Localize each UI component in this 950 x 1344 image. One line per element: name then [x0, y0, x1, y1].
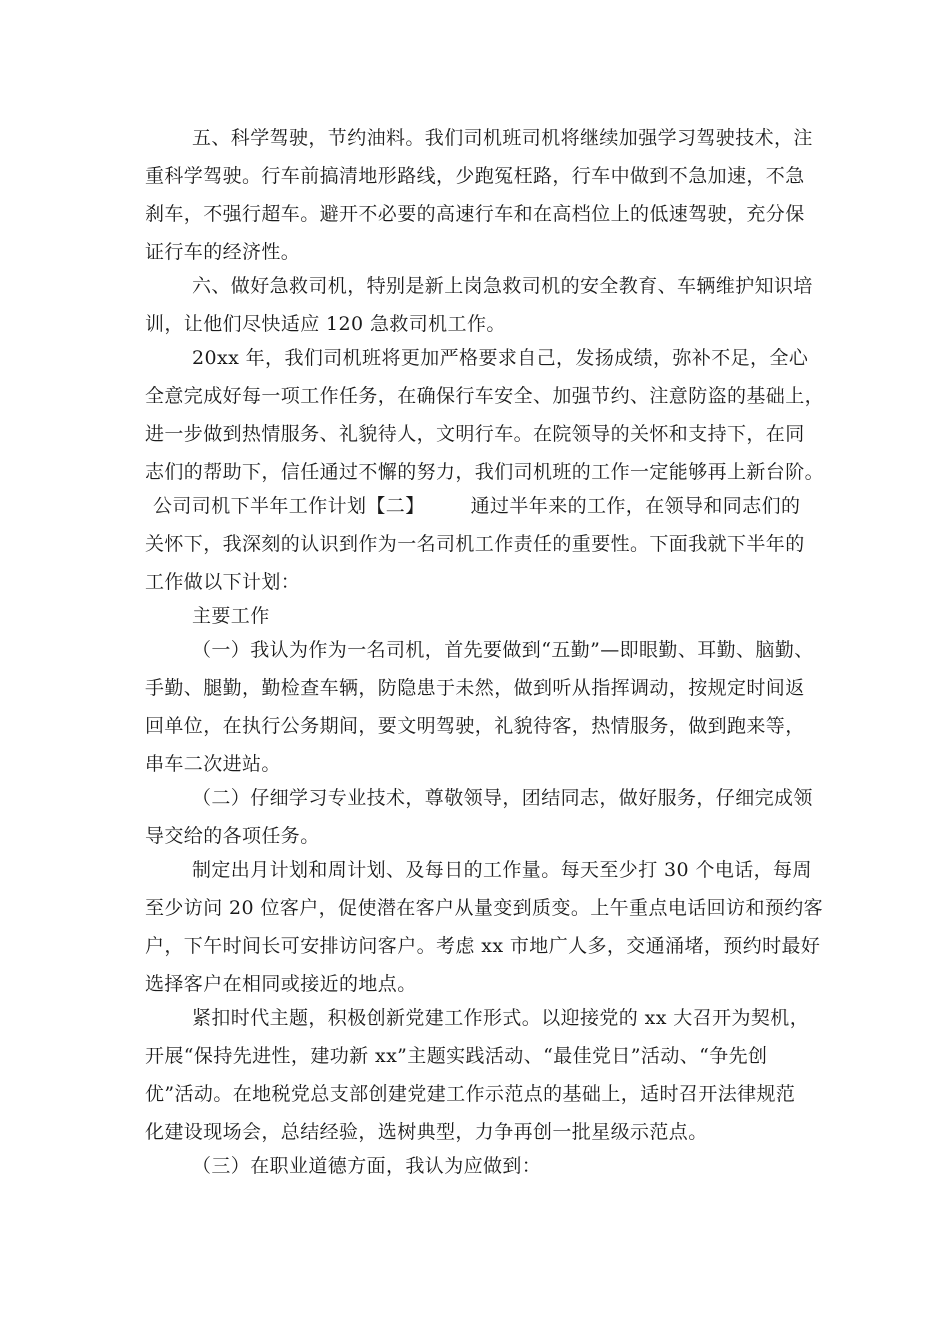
paragraph-line: 重科学驾驶。行车前搞清地形路线，少跑冤枉路，行车中做到不急加速，不急 [145, 165, 805, 187]
paragraph-line: 20xx 年，我们司机班将更加严格要求自己，发扬成绩，弥补不足，全心 [192, 347, 809, 369]
paragraph-line: 六、做好急救司机，特别是新上岗急救司机的安全教育、车辆维护知识培 [192, 275, 813, 297]
paragraph-line: 刹车，不强行超车。避开不必要的高速行车和在高档位上的低速驾驶，充分保 [145, 203, 805, 225]
paragraph-line: 优”活动。在地税党总支部创建党建工作示范点的基础上，适时召开法律规范 [145, 1083, 796, 1105]
paragraph-line: 选择客户在相同或接近的地点。 [145, 973, 417, 995]
paragraph-line: 化建设现场会，总结经验，选树典型，力争再创一批星级示范点。 [145, 1121, 708, 1143]
paragraph-line: （二）仔细学习专业技术，尊敬领导，团结同志，做好服务，仔细完成领 [192, 787, 813, 809]
paragraph-line: 志们的帮助下，信任通过不懈的努力，我们司机班的工作一定能够再上新台阶。 [145, 461, 825, 483]
paragraph-line: 全意完成好每一项工作任务，在确保行车安全、加强节约、注意防盗的基础上， [145, 385, 825, 407]
paragraph-line: 关怀下，我深刻的认识到作为一名司机工作责任的重要性。下面我就下半年的 [145, 533, 805, 555]
paragraph-line: 串车二次进站。 [145, 753, 281, 775]
paragraph-line: 训，让他们尽快适应 120 急救司机工作。 [145, 313, 506, 335]
paragraph-line: 回单位，在执行公务期间，要文明驾驶，礼貌待客，热情服务，做到跑来等， [145, 715, 805, 737]
paragraph-line: 证行车的经济性。 [145, 241, 301, 263]
section-intro: 通过半年来的工作，在领导和同志们的 [470, 495, 801, 517]
paragraph-line: （一）我认为作为一名司机，首先要做到“五勤”—即眼勤、耳勤、脑勤、 [192, 639, 814, 661]
paragraph-line: 五、科学驾驶，节约油料。我们司机班司机将继续加强学习驾驶技术，注 [192, 127, 813, 149]
paragraph-line: 至少访问 20 位客户，促使潜在客户从量变到质变。上午重点电话回访和预约客 [145, 897, 824, 919]
paragraph-line: 进一步做到热情服务、礼貌待人，文明行车。在院领导的关怀和支持下，在同 [145, 423, 805, 445]
section-heading-line [153, 494, 800, 518]
paragraph-line: 紧扣时代主题，积极创新党建工作形式。以迎接党的 xx 大召开为契机， [192, 1007, 810, 1029]
subheading: 主要工作 [192, 605, 270, 627]
paragraph-line: 手勤、腿勤，勤检查车辆，防隐患于未然，做到听从指挥调动，按规定时间返 [145, 677, 805, 699]
section-heading: 公司司机下半年工作计划 [153, 495, 367, 517]
paragraph-line: （三）在职业道德方面，我认为应做到： [192, 1155, 542, 1177]
paragraph-line: 导交给的各项任务。 [145, 825, 320, 847]
section-heading-suffix: 【二】 [366, 495, 425, 517]
paragraph-line: 户，下午时间长可安排访问客户。考虑 xx 市地广人多，交通涌堵，预约时最好 [145, 935, 821, 957]
paragraph-line: 开展“保持先进性，建功新 xx”主题实践活动、“最佳党日”活动、“争先创 [145, 1045, 768, 1067]
paragraph-line: 工作做以下计划： [145, 571, 301, 593]
paragraph-line: 制定出月计划和周计划、及每日的工作量。每天至少打 30 个电话，每周 [192, 859, 812, 881]
